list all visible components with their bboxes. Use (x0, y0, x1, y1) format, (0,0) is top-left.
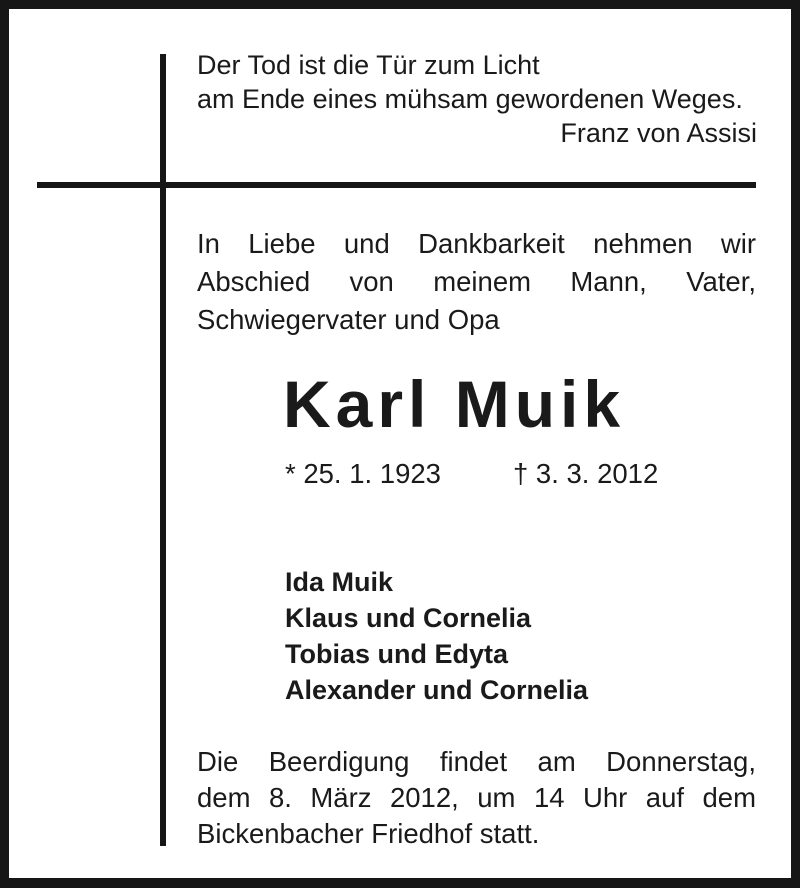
birth-date: * 25. 1. 1923 (285, 458, 441, 489)
cross-vertical-beam (160, 54, 166, 846)
intro-line-1: In Liebe und Dankbarkeit nehmen wir (197, 228, 756, 259)
quote-line-2: am Ende eines mühsam gewordenen Weges. (197, 84, 743, 114)
funeral-line-3: Bickenbacher Friedhof statt. (197, 818, 540, 849)
quote-line-1: Der Tod ist die Tür zum Licht (197, 50, 540, 80)
mourner-item: Ida Muik (285, 567, 394, 597)
funeral-notice (197, 744, 756, 852)
mourner-item: Tobias und Edyta (285, 639, 509, 669)
quote-block (197, 48, 757, 150)
cross-horizontal-beam (37, 182, 756, 188)
mourner-item: Klaus und Cornelia (285, 603, 532, 633)
funeral-line-1: Die Beerdigung findet am Donnerstag, (197, 746, 756, 777)
funeral-line-2: dem 8. März 2012, um 14 Uhr auf dem (197, 782, 756, 813)
deceased-name: Karl Muik (283, 367, 626, 441)
mourners-list (285, 564, 755, 708)
quote-author: Franz von Assisi (560, 118, 757, 148)
intro-text (197, 225, 756, 339)
intro-line-2: Abschied von meinem Mann, Vater, (197, 266, 756, 297)
death-date: † 3. 3. 2012 (513, 458, 659, 489)
mourner-item: Alexander und Cornelia (285, 675, 589, 705)
intro-line-3: Schwiegervater und Opa (197, 304, 500, 335)
